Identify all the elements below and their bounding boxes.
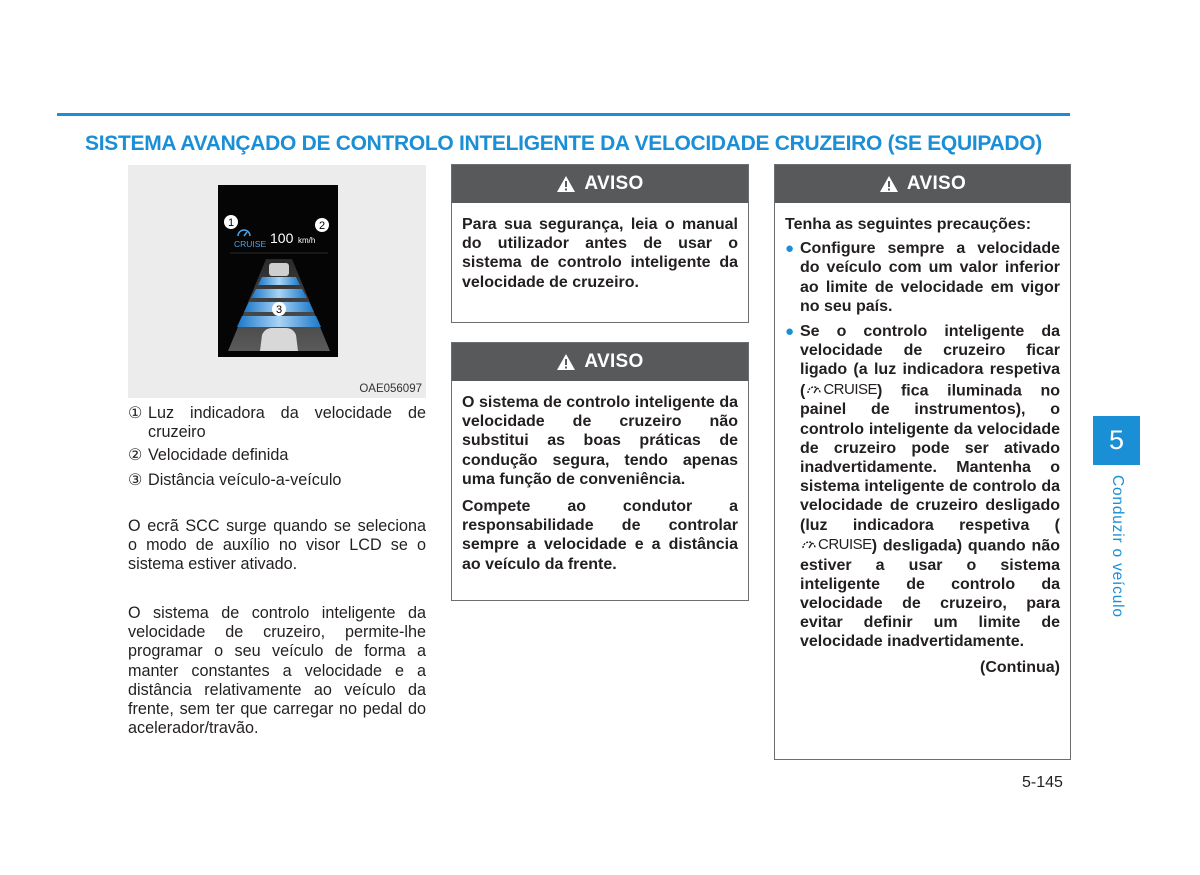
distance-bar [251, 289, 307, 298]
warning-triangle-icon [556, 175, 576, 193]
set-speed-unit: km/h [298, 236, 316, 245]
cruise-indicator-icon [238, 230, 250, 236]
distance-bar [237, 316, 321, 327]
legend-item [128, 404, 426, 442]
warning-body [452, 381, 748, 590]
warning-text: Compete ao condutor a responsabilidade de controlar sempre a velocidade e a distância ao veículo da frente. [462, 498, 738, 573]
bullet-text [800, 322, 1060, 652]
chapter-name: Conduzir o veículo [1109, 475, 1126, 618]
warning-header [452, 165, 748, 203]
cruise-label: CRUISE [234, 239, 267, 249]
lead-vehicle-icon [269, 263, 289, 276]
legend-number: ② [128, 446, 143, 465]
warning-bullet [785, 322, 1060, 652]
callout-3-label: 3 [275, 304, 283, 316]
warning-triangle-icon [879, 175, 899, 193]
bullet-dot-icon: ● [785, 323, 795, 341]
warning-text: O sistema de controlo inteligente da velocidade de cruzeiro não substitui as boas práticas de condução segura, tendo apenas uma função de conveniência. [462, 394, 738, 488]
legend-text: Velocidade definida [148, 446, 289, 465]
section-title: SISTEMA AVANÇADO DE CONTROLO INTELIGENTE DA VELOCIDADE CRUZEIRO (SE EQUIPADO) [85, 132, 1042, 155]
warning-triangle-icon [556, 353, 576, 371]
own-vehicle-icon [260, 328, 298, 351]
legend-item [128, 471, 426, 490]
set-speed-value: 100 [270, 230, 294, 246]
figure-code: OAE056097 [359, 383, 422, 395]
warning-text: Para sua segurança, leia o manual do utilizador antes de usar o sistema de controlo inteligente da velocidade de cruzeiro. [462, 216, 738, 291]
body-paragraph: O ecrã SCC surge quando se seleciona o modo de auxílio no visor LCD se o sistema estiver ativado. [128, 517, 426, 574]
warning-body [452, 203, 748, 308]
bullet-dot-icon: ● [785, 240, 795, 258]
cruise-gauge-icon [800, 537, 818, 551]
chapter-tab: 5 [1093, 416, 1140, 465]
cruise-word: CRUISE [818, 535, 872, 553]
warning-intro: Tenha as seguintes precauções: [785, 216, 1032, 233]
warning-box [774, 164, 1071, 760]
callout-1-label: 1 [227, 217, 235, 229]
bullet-text: Configure sempre a velocidade do veículo com um valor inferior ao limite de velocidade em vigor no seu país. [800, 240, 1060, 315]
figure-legend [128, 404, 426, 490]
warning-header-label: AVISO [906, 173, 967, 194]
warning-header [452, 343, 748, 381]
warning-box [451, 164, 749, 323]
continued-label: (Continua) [980, 658, 1060, 676]
legend-item [128, 446, 426, 465]
legend-text: Distância veículo-a-veículo [148, 470, 342, 489]
bullet-text-part: Se o controlo inteligente da velocidade de cruzeiro ficar ligado (a luz indicadora respetiva ( [800, 323, 1060, 400]
scc-display-illustration [218, 185, 338, 357]
body-paragraph: O sistema de controlo inteligente da velocidade de cruzeiro, permite-lhe programar o seu veículo de forma a manter constantes a velocidade e a distância relativamente ao veículo da frente, sem ter que carregar no pedal do acelerador/travão. [128, 604, 426, 738]
callout-2-label: 2 [318, 220, 326, 232]
cruise-word: CRUISE [823, 380, 878, 398]
legend-number: ③ [128, 470, 143, 489]
instrument-cluster-display [218, 185, 338, 357]
cruise-indicator-symbol [805, 380, 877, 399]
legend-number: ① [128, 404, 143, 422]
warning-bullet [785, 239, 1060, 316]
bullet-text-part: ) desligada) quando não estiver a usar o sistema inteligente de controlo da velocidade de cruzeiro, para evitar definir um limite de velocidade inadvertidamente. [800, 537, 1060, 651]
cruise-gauge-icon [805, 382, 823, 396]
warning-header-label: AVISO [584, 351, 644, 372]
warning-box [451, 342, 749, 601]
page-number: 5-145 [1022, 774, 1063, 791]
distance-bar [258, 277, 300, 285]
warning-header-label: AVISO [584, 173, 644, 194]
bullet-text-part: ) fica iluminada no painel de instrumentos), o controlo inteligente da velocidade de cruzeiro pode ser ativado inadvertidamente. Mantenha o sistema inteligente de controlo da velocidade de cruzeiro desligado (luz indicadora respetiva ( [800, 382, 1060, 534]
cluster-figure [128, 165, 426, 398]
cruise-indicator-symbol [800, 535, 872, 554]
legend-text: Luz indicadora da velocidade de cruzeiro [148, 404, 426, 442]
warning-header [775, 165, 1070, 203]
warning-body [775, 203, 1070, 685]
top-rule [57, 113, 1070, 116]
